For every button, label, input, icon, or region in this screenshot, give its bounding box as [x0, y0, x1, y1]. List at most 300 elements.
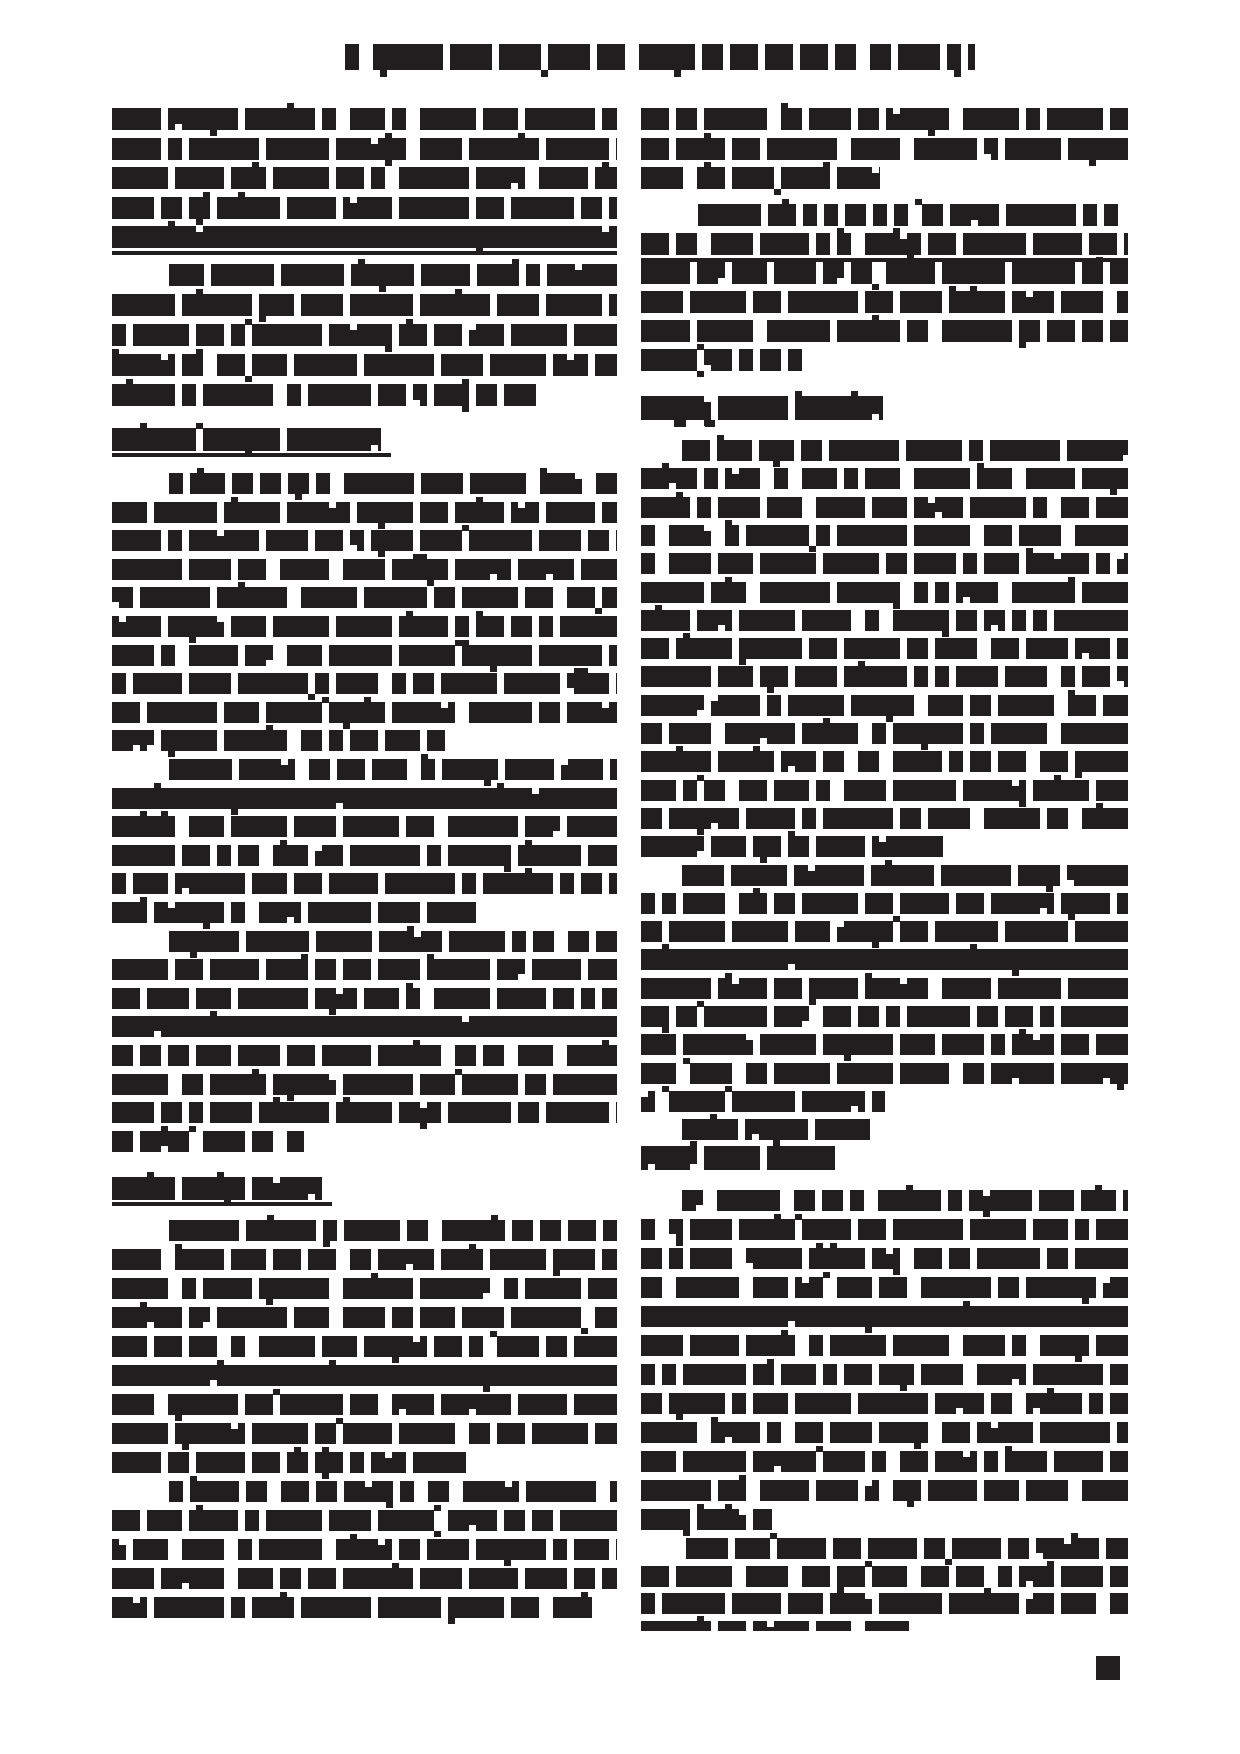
text-line [169, 931, 617, 952]
text-line [641, 167, 880, 189]
text-line [641, 349, 802, 371]
ink-bite-fragment [553, 831, 560, 837]
ink-descender-fragment [203, 923, 210, 929]
text-line [112, 1452, 466, 1473]
ink-descender-fragment [190, 952, 197, 958]
ink-bite-fragment [893, 108, 900, 114]
ink-bite-fragment [371, 445, 378, 451]
ink-bite-fragment [505, 1481, 512, 1487]
ink-bump-fragment [266, 725, 273, 731]
text-line [641, 525, 1128, 546]
ink-bite-fragment [1123, 455, 1130, 461]
running-header-descender-fragment [380, 70, 387, 77]
ink-bump-fragment [823, 1272, 830, 1278]
ink-bump-fragment [280, 840, 287, 846]
ink-bump-fragment [753, 746, 760, 752]
ink-bump-fragment [350, 1534, 357, 1540]
ink-bump-fragment [322, 697, 329, 703]
ink-bite-fragment [182, 888, 189, 894]
ink-bite-fragment [984, 154, 991, 160]
ink-bite-fragment [732, 978, 739, 984]
ink-bite-fragment [1026, 1581, 1033, 1587]
ink-bump-fragment [851, 391, 858, 397]
text-line [112, 788, 617, 809]
text-line [641, 1219, 1128, 1240]
ink-bite-fragment [308, 1003, 315, 1009]
heading-descender-fragment [705, 420, 715, 427]
ink-bite-fragment [203, 1322, 210, 1328]
ink-descender-fragment [1117, 1084, 1124, 1090]
ink-bite-fragment [567, 688, 574, 694]
ink-bump-fragment [406, 611, 413, 617]
text-line [112, 1131, 304, 1152]
ink-bite-fragment [518, 974, 525, 980]
ink-bump-fragment [1096, 803, 1103, 809]
ink-bump-fragment [287, 103, 294, 109]
ink-bump-fragment [1005, 1446, 1012, 1452]
ink-bite-fragment [837, 921, 844, 927]
ink-bite-fragment [525, 167, 532, 173]
ink-descender-fragment [1019, 801, 1026, 807]
ink-descender-fragment [760, 857, 767, 863]
ink-bite-fragment [1033, 1408, 1040, 1414]
ink-bump-fragment [147, 1172, 154, 1178]
column-right [641, 0, 1128, 1754]
ink-bite-fragment [1064, 1538, 1071, 1544]
text-line [641, 497, 1128, 518]
ink-descender-fragment [662, 1027, 669, 1033]
running-header-descender-fragment [954, 70, 961, 77]
ink-bump-fragment [462, 379, 469, 385]
ink-bite-fragment [767, 1621, 774, 1627]
ink-bump-fragment [140, 423, 147, 429]
text-line [112, 138, 617, 160]
ink-bite-fragment [511, 183, 518, 189]
ink-descender-fragment [1082, 1298, 1089, 1304]
ink-bump-fragment [704, 133, 711, 139]
text-line [641, 233, 1128, 255]
ink-descender-fragment [983, 1211, 990, 1217]
text-line [112, 108, 617, 130]
ink-bump-fragment [140, 811, 147, 817]
ink-descender-fragment [676, 1414, 683, 1420]
ink-bite-fragment [991, 625, 998, 631]
ink-bite-fragment [711, 695, 718, 701]
ink-descender-fragment [308, 694, 315, 700]
ink-bite-fragment [760, 738, 767, 744]
ink-bite-fragment [518, 502, 525, 508]
ink-descender-fragment [893, 1269, 900, 1275]
ink-bump-fragment [406, 319, 413, 325]
ink-bite-fragment [900, 233, 907, 239]
ink-bump-fragment [906, 1185, 913, 1191]
ink-descender-fragment [168, 751, 175, 757]
ink-descender-fragment [844, 1055, 851, 1061]
ink-descender-fragment [1046, 886, 1053, 892]
text-line [112, 384, 536, 406]
text-line [641, 610, 1128, 631]
text-line [112, 1249, 617, 1270]
text-line [112, 645, 617, 666]
ink-bump-fragment [421, 754, 428, 760]
ink-bump-fragment [1068, 577, 1075, 583]
ink-bump-fragment [885, 860, 892, 866]
text-line [641, 1063, 1128, 1084]
ink-bite-fragment [697, 851, 704, 857]
ink-bump-fragment [858, 661, 865, 667]
ink-descender-fragment [343, 723, 350, 729]
ink-descender-fragment [448, 1618, 455, 1624]
ink-bump-fragment [203, 192, 210, 198]
ink-descender-fragment [1019, 342, 1026, 348]
ink-descender-fragment [942, 631, 949, 637]
text-line [641, 1335, 1128, 1356]
ink-bite-fragment [851, 1106, 858, 1112]
ink-bump-fragment [476, 611, 483, 617]
ink-bump-fragment [455, 1069, 462, 1075]
ink-bump-fragment [406, 983, 413, 989]
text-line [641, 1306, 1128, 1327]
ink-bite-fragment [788, 964, 795, 970]
ink-bite-fragment [273, 1177, 280, 1183]
ink-bump-fragment [683, 1058, 690, 1064]
ink-bite-fragment [336, 803, 343, 809]
ink-bite-fragment [490, 574, 497, 580]
ink-bite-fragment [561, 759, 568, 765]
text-line [112, 354, 617, 376]
ink-bump-fragment [197, 468, 204, 474]
ink-bite-fragment [330, 473, 337, 479]
ink-descender-fragment [175, 1415, 182, 1421]
ink-bite-fragment [119, 616, 126, 622]
ink-bump-fragment [1071, 1533, 1078, 1539]
ink-bump-fragment [767, 1359, 774, 1365]
ink-descender-fragment [427, 580, 434, 586]
ink-bite-fragment [963, 1451, 970, 1457]
section-heading-bar [641, 1146, 835, 1170]
ink-bite-fragment [161, 1146, 168, 1152]
text-line [682, 440, 1128, 461]
text-line [641, 1277, 1128, 1298]
ink-descender-fragment [483, 1386, 490, 1392]
text-line [112, 1510, 617, 1531]
text-line [112, 167, 617, 189]
ink-bump-fragment [977, 463, 984, 469]
text-line [641, 1621, 909, 1631]
text-line [112, 959, 617, 980]
ink-bite-fragment [602, 702, 609, 708]
ink-bite-fragment [1012, 1379, 1019, 1385]
heading-underline-rule [112, 1202, 332, 1206]
ink-descender-fragment [196, 219, 203, 225]
ink-descender-fragment [676, 1240, 683, 1246]
ink-descender-fragment [266, 1299, 273, 1305]
ink-bump-fragment [725, 1086, 732, 1092]
ink-bite-fragment [315, 845, 322, 851]
ink-bump-fragment [711, 1417, 718, 1423]
ink-descender-fragment [872, 942, 879, 948]
ink-bump-fragment [491, 1215, 498, 1221]
ink-bump-fragment [217, 1360, 224, 1366]
ink-bite-fragment [385, 1452, 392, 1458]
ink-bump-fragment [1026, 548, 1033, 554]
text-line [641, 666, 1128, 687]
ink-bump-fragment [710, 1114, 717, 1120]
text-line [169, 759, 617, 780]
ink-bump-fragment [392, 1563, 399, 1569]
text-line [112, 1016, 617, 1037]
ink-bump-fragment [697, 775, 704, 781]
ink-bite-fragment [133, 745, 140, 751]
ink-bite-fragment [399, 1409, 406, 1415]
ink-bump-fragment [602, 1040, 609, 1046]
ink-bump-fragment [602, 162, 609, 168]
text-line [112, 1102, 617, 1123]
text-line [641, 921, 1128, 942]
text-line [112, 1423, 617, 1444]
ink-bump-fragment [301, 954, 308, 960]
ink-bump-fragment [329, 1360, 336, 1366]
ink-bump-fragment [210, 1011, 217, 1017]
ink-descender-fragment [1075, 772, 1082, 778]
ink-bite-fragment [1067, 880, 1074, 886]
ink-bite-fragment [575, 264, 582, 270]
text-line [641, 638, 1128, 659]
ink-descender-fragment [697, 371, 704, 377]
ink-bump-fragment [697, 1001, 704, 1007]
section-heading-bar [641, 396, 883, 420]
ink-descender-fragment [189, 637, 196, 643]
text-line [641, 780, 1128, 801]
ink-bump-fragment [915, 199, 922, 205]
text-line [112, 226, 617, 248]
ink-bite-fragment [378, 1539, 385, 1545]
text-line [112, 1336, 617, 1357]
ink-bite-fragment [161, 354, 168, 360]
ink-descender-fragment [553, 1270, 560, 1276]
ink-descender-fragment [774, 189, 781, 195]
text-line [169, 473, 617, 494]
ink-bump-fragment [267, 1215, 274, 1221]
text-line [641, 723, 1128, 744]
ink-bite-fragment [971, 220, 978, 226]
ink-descender-fragment [259, 316, 266, 322]
ink-bite-fragment [739, 1509, 746, 1515]
text-line [112, 730, 445, 751]
ink-bump-fragment [1095, 1185, 1102, 1191]
ink-descender-fragment [739, 659, 746, 665]
ink-descender-fragment [231, 809, 238, 815]
ink-bump-fragment [280, 1592, 287, 1598]
ink-bump-fragment [676, 746, 683, 752]
ink-bite-fragment [991, 1422, 998, 1428]
ink-bump-fragment [774, 1214, 781, 1220]
ink-bite-fragment [1082, 653, 1089, 659]
ink-bite-fragment [469, 324, 476, 330]
ink-bump-fragment [704, 162, 711, 168]
text-line [641, 262, 1128, 284]
running-header-text-line [345, 44, 975, 70]
ink-bump-fragment [336, 1418, 343, 1424]
ink-descender-fragment [385, 160, 392, 166]
text-line [641, 1364, 1128, 1385]
ink-bite-fragment [732, 468, 739, 474]
ink-bite-fragment [441, 1045, 448, 1051]
ink-bump-fragment [725, 577, 732, 583]
ink-bite-fragment [462, 1016, 469, 1022]
end-of-article-marker [1096, 1656, 1120, 1680]
ink-bump-fragment [490, 1331, 497, 1337]
ink-descender-fragment [484, 780, 491, 786]
ink-bump-fragment [984, 1588, 991, 1594]
ink-bite-fragment [802, 1277, 809, 1283]
ink-bump-fragment [112, 349, 119, 355]
ink-bump-fragment [413, 1040, 420, 1046]
ink-bite-fragment [420, 1102, 427, 1108]
ink-bite-fragment [168, 902, 175, 908]
ink-bite-fragment [830, 336, 837, 342]
ink-bite-fragment [413, 310, 420, 316]
ink-descender-fragment [1068, 914, 1075, 920]
text-line [682, 1190, 1128, 1211]
underline-rule [112, 251, 617, 255]
ink-bump-fragment [816, 1446, 823, 1452]
ink-bite-fragment [575, 473, 582, 479]
ink-bump-fragment [196, 349, 203, 355]
ink-bite-fragment [872, 414, 879, 420]
ink-bite-fragment [133, 1597, 140, 1603]
ink-bump-fragment [782, 199, 789, 205]
ink-bump-fragment [420, 554, 427, 560]
ink-bite-fragment [886, 1248, 893, 1254]
ink-bite-fragment [414, 931, 421, 937]
ink-bite-fragment [1117, 681, 1124, 687]
ink-bite-fragment [1036, 1553, 1043, 1559]
ink-bump-fragment [231, 497, 238, 503]
ink-bite-fragment [413, 400, 420, 406]
ink-bump-fragment [739, 1475, 746, 1481]
ink-bump-fragment [676, 492, 683, 498]
ink-bump-fragment [273, 1389, 280, 1395]
ink-descender-fragment [379, 286, 386, 292]
ink-bump-fragment [717, 435, 724, 441]
ink-descender-fragment [322, 1473, 329, 1479]
ink-bump-fragment [697, 344, 704, 350]
ink-bite-fragment [648, 1164, 655, 1170]
ink-bump-fragment [238, 582, 245, 588]
ink-bump-fragment [322, 1447, 329, 1453]
ink-bump-fragment [525, 840, 532, 846]
ink-bump-fragment [893, 228, 900, 234]
ink-bump-fragment [690, 1141, 697, 1147]
ink-bite-fragment [154, 1031, 161, 1037]
ink-bump-fragment [364, 697, 371, 703]
ink-bump-fragment [1096, 257, 1103, 263]
ink-bite-fragment [908, 220, 915, 226]
text-line [112, 502, 617, 523]
ink-bite-fragment [1012, 780, 1019, 786]
ink-descender-fragment [392, 1357, 399, 1363]
text-line [641, 836, 943, 857]
ink-bump-fragment [497, 783, 504, 789]
text-line [682, 865, 1128, 886]
ink-bite-fragment [365, 1481, 372, 1487]
ink-bite-fragment [1012, 1078, 1019, 1084]
ink-bite-fragment [231, 1423, 238, 1429]
ink-bump-fragment [725, 973, 732, 979]
text-line [112, 1045, 617, 1066]
ink-bump-fragment [1047, 1388, 1054, 1394]
ink-bump-fragment [1068, 690, 1075, 696]
text-line [112, 1365, 617, 1386]
text-line [112, 530, 617, 551]
text-line [112, 1278, 617, 1299]
ink-bite-fragment [669, 483, 676, 489]
ink-bump-fragment [469, 1244, 476, 1250]
ink-bite-fragment [287, 917, 294, 923]
text-line [641, 1451, 1128, 1472]
ink-bite-fragment [196, 226, 203, 232]
section-heading-bar [112, 1177, 322, 1200]
text-line [641, 949, 1128, 970]
ink-bite-fragment [802, 1021, 809, 1027]
text-line [641, 751, 1128, 772]
ink-bite-fragment [469, 1525, 476, 1531]
text-line [112, 616, 617, 637]
text-line [641, 1006, 1128, 1027]
ink-bite-fragment [441, 702, 448, 708]
ink-bite-fragment [336, 988, 343, 994]
ink-bite-fragment [350, 324, 357, 330]
ink-descender-fragment [378, 523, 385, 529]
ink-bump-fragment [770, 1533, 777, 1539]
ink-bump-fragment [196, 1505, 203, 1511]
ink-bump-fragment [273, 1097, 280, 1103]
ink-bump-fragment [949, 286, 956, 292]
ink-bite-fragment [865, 1480, 872, 1486]
ink-bump-fragment [140, 897, 147, 903]
ink-bump-fragment [371, 1273, 378, 1279]
ink-bite-fragment [711, 823, 718, 829]
ink-bite-fragment [602, 226, 609, 232]
ink-bump-fragment [161, 1126, 168, 1132]
text-line [641, 1422, 1128, 1443]
ink-descender-fragment [914, 1443, 921, 1449]
text-line [641, 1480, 1128, 1501]
ink-descender-fragment [809, 546, 816, 552]
ink-bump-fragment [865, 1561, 872, 1567]
ink-bite-fragment [350, 545, 357, 551]
text-line [641, 978, 1128, 999]
ink-bump-fragment [413, 554, 420, 560]
ink-bump-fragment [294, 1447, 301, 1453]
ink-descender-fragment [872, 284, 879, 290]
running-header-descender-fragment [541, 70, 548, 77]
ink-bite-fragment [281, 759, 288, 765]
text-line [112, 1597, 592, 1618]
ink-bite-fragment [1026, 1593, 1033, 1599]
heading-descender-fragment [674, 420, 686, 427]
ink-bump-fragment [574, 668, 581, 674]
text-line [112, 845, 617, 866]
text-line [641, 1091, 885, 1112]
ink-descender-fragment [287, 1095, 294, 1101]
text-line [112, 1074, 617, 1095]
ink-bump-fragment [462, 640, 469, 646]
ink-bump-fragment [455, 289, 462, 295]
ink-bump-fragment [512, 259, 519, 265]
text-line [112, 702, 617, 723]
